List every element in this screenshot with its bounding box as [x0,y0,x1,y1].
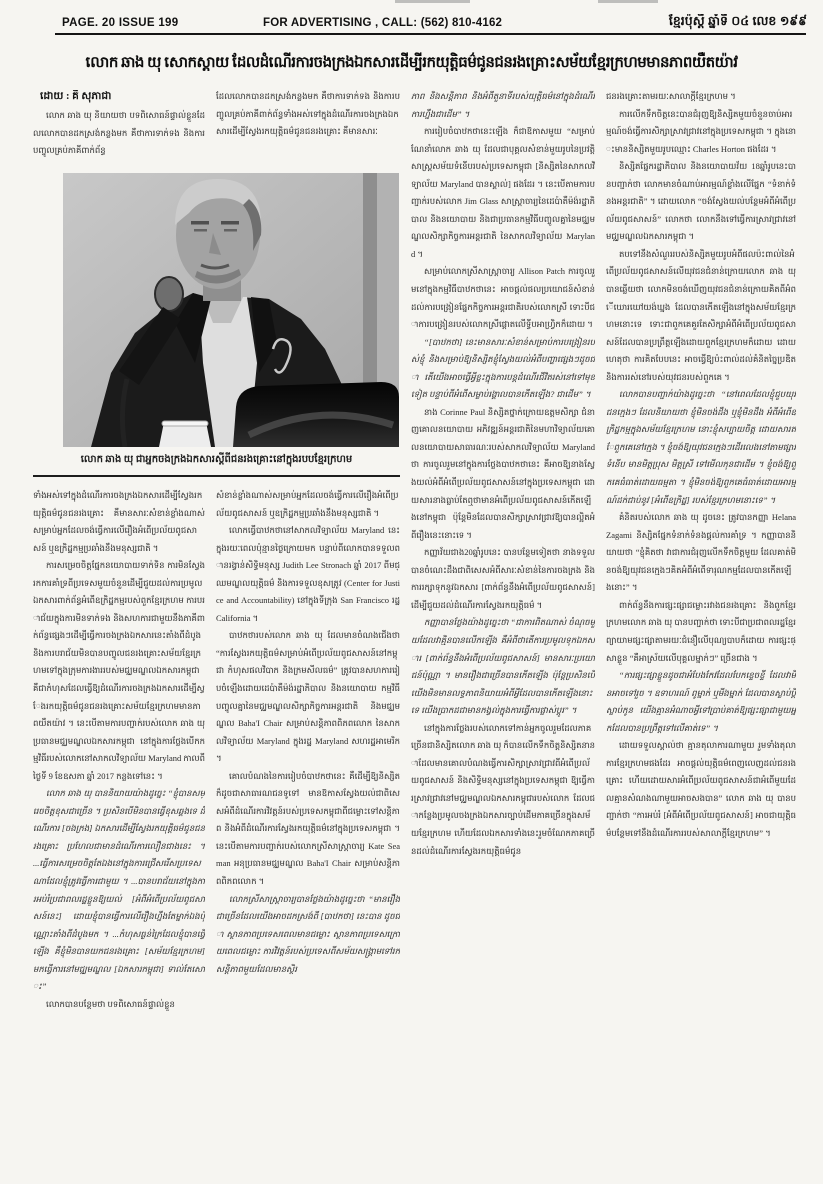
paragraph: ការរៀបចំបាឋកថានេះឡើង ក៏ជាឱកាសមួយ “សម្រាប់ណែនាំលោក ឆាង យុ ដែលជាបុគ្គលសំខាន់មួយរូបនៃប្រវត្តិសាស្ត្រសម័យទំនើបរបស់ប្រទេសកម្ពុជា [និស្សិតនៃសាកលវិទ្យាល័យ Maryland បានស្គាល់] ផងដែរ ។ នេះបើតាមការបញ្ជាក់របស់លោក Jim Glass សាស្ត្រាចារ្យនៃដេប៉ាតឺម៉ង់រដ្ឋាភិបាល និងនយោបាយ និងជាប្រធានកម្មវិធីបញ្ចូលគ្នានៃមជ្ឈមណ្ឌលសិក្សាកិច្ចការអន្តរជាតិ នៃសាកលវិទ្យាល័យ Maryland ។ [411,126,595,259]
paragraph: លោកបានបន្ថែមថា បទពិសោធន៍ផ្ទាល់ខ្លួន [46,998,175,1009]
scan-artifact [598,0,658,3]
paragraph: លោក ឆាង យុ បាននិយាយយ៉ាងដូច្នេះ “ខ្ញុំបានសម្រេចចិត្តខុសជាច្រើន ។ ប្រសិនបើមិនបានធ្វើខុសឆ្គងទេ ដំណើរការ [ចងក្រង] ឯកសារដើម្បីស្វែងរកយុត្តិធម៌ជូនជនរងគ្រោះ ប្រហែលជាមានដំណើរការលឿនជាងនេះ ។ ...ធ្វើការសម្រេចចិត្តតែឯងនៅក្នុងការជ្រើសរើសប្រទេសណាដែលខ្ញុំត្រូវធ្វើការជាមួយ ។ ...បានបរាជ័យនៅក្នុងការអប់រំប្រជាពលរដ្ឋខ្លួនឱ្យយល់ [អំពីអំពើប្រល័យពូជសាសន៍នេះ] ដោយខ្ញុំបានធ្វើការលើរឿងហ្នឹងតែម្នាក់ឯងប៉ុណ្ណោះតាំងពីដំបូងមក ។ ...កំហុសធ្ងន់ក្រៃដែលខ្ញុំបានធ្វើឡើង គឺខ្ញុំមិនបានយកជនរងគ្រោះ [សម័យខ្មែរក្រហម] មកធ្វើការនៅមជ្ឈមណ្ឌល [ឯកសារកម្ពុជា] ទាល់តែសោះ” [33,788,205,992]
paragraph: និស្សិតផ្នែករដ្ឋាភិបាល និងនយោបាយវ័យ 18ឆ្នាំរូបនេះបានបញ្ជាក់ថា លោកមានចំណាប់អារម្មណ៍ខ្លាំងលើផ្នែក “ទំនាក់ទំនងអន្តរជាតិ” ។ ដោយលោក “ចង់ស្វែងយល់បន្ថែមអំពីអំពើប្រល័យពូជសាសន៍” លោកថា លោកនឹងទៅធ្វើការស្រាវជ្រាវនៅមជ្ឈមណ្ឌលឯកសារកម្ពុជា ។ [606,161,796,242]
paragraph: កញ្ញាវ័យជាង20ឆ្នាំរូបនេះ បានបន្ថែមទៀតថា នាងទទួលបានចំណេះដឹងជាពិសេសអំពីសារៈសំខាន់នៃការចងក្រង និងការរក្សាទុកនូវឯកសារ [ពាក់ព័ន្ធនឹងអំពើប្រល័យពូជសាសន៍] ដើម្បីជួយដល់ដំណើរការស្វែងរកយុត្តិធម៌ ។ [411,547,595,610]
paragraph: ភាព និងសន្តិភាព និងអំពីតួនាទីរបស់យុត្តិធម៌នៅក្នុងដំណើរការហ្នឹងជាដើម” ។ [411,91,595,119]
advertising-line: FOR ADVERTISING , CALL: (562) 810-4162 [263,17,503,29]
byline: ដោយ : គី សុភាជា [40,91,112,102]
paragraph: “ការផ្សះផ្សាខ្លួនដូចជាអំបែងកែវដែលបែកខ្ទេចខ្ទី ដែលវាមិនអាចទៅរួច ។ ឧទាហរណ៍ ពូម្នាក់ ឬមីងម្នាក់ ដែលបានស្លាប់ប្តី ស្លាប់កូន យើងគ្មានអំណាចអ្វីទៅប្រាប់គាត់ឱ្យផ្សះផ្សាជាមួយអ្នកដែលបានប្រព្រឹត្តទៅលើគាត់ទេ” ។ [606,670,796,733]
paragraph: លោក ឆាង យុ និយាយថា បទពិសោធន៍ផ្ទាល់ខ្លួនដែលលោកបានដកស្រង់កន្លងមក គឺថាការទាក់ទង និងការបញ្ចូលគ្រប់ភាគីពាក់ព័ន្ធ [33,110,205,156]
paragraph: លោកស្រីសាស្ត្រាចារ្យបានថ្លែងយ៉ាងដូច្នេះថា “មានរឿងជាច្រើនដែលយើងអាចដកស្រង់ពី [បាឋកថា] នេះបាន ដូចជា ស្ថានភាពប្រទេសពេលមានជម្លោះ ស្ថានភាពប្រទេសក្រោយពេលជម្លោះ ការវិវត្តន៍របស់ប្រទេសពីសម័យសង្គ្រាមទៅរកសន្តិភាពមួយដែលមានស្ថិរ [216,893,400,974]
paragraph: សំខាន់ខ្លាំងណាស់សម្រាប់អ្នកដែលចង់ធ្វើការលើរឿងអំពើប្រល័យពូជសាសន៍ ឬឧក្រិដ្ឋកម្មប្រឆាំងនឹងមនុស្សជាតិ ។ [216,490,399,518]
paragraph: ទាំងអស់ទៅក្នុងដំណើរការចងក្រងឯកសារដើម្បីស្វែងរកយុត្តិធម៌ជូនជនរងគ្រោះ គឺមានសារៈសំខាន់ខ្លាំងណាស់សម្រាប់អ្នកដែលចង់ធ្វើការលើរឿងអំពើប្រល័យពូជសាសន៍ ឬឧក្រិដ្ឋកម្មប្រឆាំងនឹងមនុស្សជាតិ ។ [33,490,205,553]
eye-right [224,229,237,232]
column-2-lower [216,487,400,1157]
paragraph: ការលើកទឹកចិត្តនេះបានជំរុញឱ្យនិស្សិតមួយចំនួនចាប់អារម្មណ៍ចង់ធ្វើការសិក្សាស្រាវជ្រាវនៅក្នុងប្រទេសកម្ពុជា ។ ក្នុងនោះមាននិស្សិតមួយរូបឈ្មោះ Charles Horton ផងដែរ ។ [606,108,796,154]
masthead-khmer: ខ្មែរប៉ុស្ដិ៍ ឆ្នាំទី ០៤ លេខ ១៩៩ [668,14,807,28]
paragraph: ដោយទទួលស្គាល់ថា គ្មានតុលាការណាមួយ រួមទាំងតុលាការខ្មែរក្រហមផងដែរ អាចផ្តល់យុត្តិធម៌ពេញលេញដល់ជនរងគ្រោះ ហើយដោយសារអំពើប្រល័យពូជសាសន៍ជាអំពើមួយដែលគ្មានសំណងណាមួយអាចសងបាន” លោក ឆាង យុ បានបញ្ជាក់ថា “ការអប់រំ [អំពីអំពើប្រល័យពូជសាសន៍] អាចជាយុត្តិធម៌បន្ថែមទៅនឹងដំណើរការរបស់សាលាក្តីខ្មែរក្រហម” ។ [606,740,796,838]
photo-caption: លោក ឆាង យុ ជាអ្នកចងក្រងឯកសារស្ដីពីជនរងគ្រោះនៅក្នុងរបបខ្មែរក្រហម [80,454,353,465]
paragraph: ដែលលោកបានដកស្រង់កន្លងមក គឺថាការទាក់ទង និងការបញ្ចូលគ្រប់ភាគីពាក់ព័ន្ធទាំងអស់ទៅក្នុងដំណើរការចងក្រងឯកសារដើម្បីស្វែងរកយុត្តិធម៌ជូនជនរងគ្រោះ គឺមានសារៈ [216,91,400,137]
article-photo [63,173,399,447]
column-2-upper [216,88,400,171]
column-3 [411,88,595,1157]
header-rule [55,33,806,35]
paragraph: លោកធ្វើបាឋកថានៅសាកលវិទ្យាល័យ Maryland នេះក្នុងរយៈពេលប៉ុន្មានថ្ងៃក្រោយមក បន្ទាប់ពីលោកបានទទួលពានរង្វាន់សិទ្ធិមនុស្ស Judith Lee Stronach ឆ្នាំ 2017 ពីមជ្ឈមណ្ឌលយុត្តិធម៌ និងការទទួលខុសត្រូវ (Center for Justice and Accountability) នៅក្នុងទីក្រុង San Francisco រដ្ឋ California ។ [216,525,400,623]
column-1-lower [33,487,205,1157]
eye-left [194,229,207,232]
paragraph: នៅក្នុងការថ្លែងរបស់លោកទៅកាន់អ្នកចូលរួមដែលភាគច្រើនជានិស្សិតលោក ឆាង យុ ក៏បានលើកទឹកចិត្តនិស្សិតនានាដែលមានគោលបំណងធ្វើការសិក្សាស្រាវជ្រាវពីអំពើប្រល័យពូជសាសន៍ និងសិទ្ធិមនុស្សនៅក្នុងប្រទេសកម្ពុជា ឱ្យធ្វើការស្រាវជ្រាវនៅមជ្ឈមណ្ឌលឯកសារកម្ពុជារបស់លោក ដែលជាកន្លែងប្រមូលចងក្រងឯកសារច្បាប់ដើមភាគច្រើនក្នុងសម័យខ្មែរក្រហម ហើយដែលឯកសារទាំងនេះរួមចំណែកភាគច្រើនដល់ដំណើរការស្វែងរកយុត្តិធម៌ជូន [411,722,595,856]
paragraph: គំនិតរបស់លោក ឆាង យុ ដូចនេះ ត្រូវបានកញ្ញា Helana Zagami និស្សិតផ្នែកទំនាក់ទំនងផ្តល់ការគាំទ្រ ។ កញ្ញាបាននិយាយថា “ខ្ញុំគិតថា វាជាការជំរុញលើកទឹកចិត្តមួយ ដែលគាត់មិនចង់ឱ្យយុវជនក្មេងៗគិតអំពីអំពើទារុណកម្មដែលបានកើតឡើងនោះ” ។ [606,512,796,593]
eyebrow-left [191,221,209,225]
paragraph: តបទៅនឹងសំណួររបស់និស្សិតមួយរូបអំពីផលប៉ះពាល់នៃអំពើប្រល័យពូជសាសន៍លើយុវជនជំនាន់ក្រោយលោក ឆាង យុ បានឆ្លើយថា លោកមិនចង់ឃើញយុវជនជំនាន់ក្រោយគិតពីអំពើឃោរឃៅយង់ឃ្នង ដែលបានកើតឡើងនៅក្នុងសម័យខ្មែរក្រហមនោះទេ ទោះជាពួកគេគួរតែសិក្សាអំពីអំពើប្រល័យពូជសាសន៍ដែលបានប្រព្រឹត្តឡើងដោយពួកខ្មែរក្រហមក៏ដោយ ដោយហេតុថា ការគិតបែបនេះ អាចធ្វើឱ្យប៉ះពាល់ដល់គំនិតច្នៃប្រឌិត និងការរស់នៅរបស់យុវជនរបស់ពួកគេ ។ [606,248,796,382]
scan-artifact [395,0,470,3]
paragraph: កញ្ញាបានថ្លែងយ៉ាងដូច្នេះថា “ជាការពិតណាស់ ចំណុចមួយដែលវាគ្មិនបានលើកឡើង គឺអំពីថាតើការប្រមូលទុកឯកសារ [ពាក់ព័ន្ធនឹងអំពើប្រល័យពូជសាសន៍] មានសារៈប្រយោជន៍ប៉ុណ្ណា ។ មានរឿងជាច្រើនបានកើតឡើង ប៉ុន្តែប្រសិនបើយើងមិនមានលទ្ធភាពនិយាយអំពីអ្វីដែលបានកើតឡើងនោះទេ យើងប្រាកដជាមានកង្វល់ក្នុងការធ្វើការផ្លាស់ប្តូរ” ។ [411,617,595,716]
paragraph: ការសម្រេចចិត្តផ្នែកនយោបាយទាក់ទិន ការមិនស្វែងរកការគាំទ្រពីប្រទេសមួយចំនួនដើម្បីជួយដល់ការប្រមូលឯកសារពាក់ព័ន្ធអំពើឧក្រិដ្ឋកម្មរបស់ពួកខ្មែរក្រហម ការបរាជ័យក្នុងការមិនទាក់ទង និងសហការជាមួយនឹងភាគីពាក់ព័ន្ធផ្សេងៗដើម្បីធ្វើការចងក្រងឯកសារនេះតាំងពីដំបូង និងការបរាជ័យមិនបានបញ្ចូលជនរងគ្រោះសម័យខ្មែរក្រហមទៅក្នុងក្រុមការងាររបស់មជ្ឈមណ្ឌលឯកសារកម្ពុជា គឺជាកំហុសដែលធ្វើឱ្យដំណើរការចងក្រងឯកសារដើម្បីស្វែងរកយុត្តិធម៌ជូនជនរងគ្រោះសម័យខ្មែរក្រហមមានភាពយឺតយ៉ាវ ។ នេះបើតាមការបញ្ជាក់របស់លោក ឆាង យុ ប្រធានមជ្ឈមណ្ឌលឯកសារកម្ពុជា នៅក្នុងការថ្លែងបើកកម្មវិធីរបស់លោកនៅសាកលវិទ្យាល័យ Maryland កាលពីថ្ងៃទី 9 ខែឧសភា ឆ្នាំ 2017 កន្លងទៅនេះ ។ [33,560,205,781]
paragraph: ជនរងគ្រោះតាមរយៈសាលាក្តីខ្មែរក្រហម ។ [606,91,736,101]
column-1-upper [33,107,205,171]
caption-rule [33,475,400,477]
paragraph: នាង Corinne Paul និស្សិតថ្នាក់ក្រោយឧត្តមសិក្សា ជំនាញគោលនយោបាយ អភិវឌ្ឍន៍អន្តរជាតិនៃមហាវិទ្យាល័យគោលនយោបាយសាធារណៈរបស់សាកលវិទ្យាល័យ Maryland ថា ការចូលរួមនៅក្នុងការថ្លែងបាឋកថានេះ គឺអាចឱ្យនាងស្វែងយល់អំពីអំពើប្រល័យពូជសាសន៍នៅក្នុងប្រទេសកម្ពុជា ដោយសារនាងធ្លាប់តែឮថាមានអំពើប្រល័យពូជសាសន៍កើតឡើងនៅកម្ពុជា ប៉ុន្តែមិនដែលបានសិក្សាស្រាវជ្រាវឱ្យបានល្អិតអំពីរឿងនេះនោះទេ ។ [411,406,595,540]
cup-lid-rim [162,421,208,426]
paragraph: ពាក់ព័ន្ធនឹងការផ្សះផ្សាជម្លោះរវាងជនរងគ្រោះ និងពួកខ្មែរក្រហមលោក ឆាង យុ បានបញ្ជាក់ថា ទោះបីជាប្រជាពលរដ្ឋខ្មែរព្យាយាមផ្សះផ្សាតាមរយៈជំនឿលើបុណ្យបាបក៏ដោយ ការផ្សះផ្សាខ្លួន “គឺអាស្រ័យលើបុគ្គលម្នាក់ៗ” ច្រើនជាង ។ [606,599,796,663]
photo-wall-corner-shadow [363,173,377,413]
speaker-photo-illustration [63,173,399,447]
microphone-windscreen [155,277,183,311]
page-number-issue: PAGE. 20 ISSUE 199 [62,17,179,29]
paragraph: បាឋកថារបស់លោក ឆាង យុ ដែលមានចំណងជើងថា “ការស្វែងរកយុត្តិធម៌សម្រាប់អំពើប្រល័យពូជសាសន៍នៅកម្ពុជា កំហុសផលវិបាក និងក្រមសីលធម៌” ត្រូវបានសហការរៀបចំឡើងដោយដេប៉ាតឺម៉ង់រដ្ឋាភិបាល និងនយោបាយ កម្មវិធីបញ្ចូលគ្នានៃមជ្ឈមណ្ឌលសិក្សាកិច្ចការអន្តរជាតិ និងមជ្ឈមណ្ឌល Baha'I Chair សម្រាប់សន្តិភាពពិភពលោក នៃសាកលវិទ្យាល័យ Maryland ក្នុងរដ្ឋ Maryland សហរដ្ឋអាមេរិក ។ [216,630,400,764]
photo-wall-right-edge [377,173,399,413]
paragraph: “[បាឋកថា] នេះមានសារៈសំខាន់សម្រាប់ការបង្រៀនរបស់ខ្ញុំ និងសម្រាប់ឱ្យនិស្សិតខ្ញុំស្វែងយល់អំពីបញ្ហាផ្សេងៗដូចជា តើយើងអាចធ្វើអ្វីខ្លះក្នុងការបន្តដំណើរជីវិតរស់នៅទៅមុខទៀត បន្ទាប់ពីអំពើសម្លាប់រង្គាលបានកើតឡើង? ជាដើម” ។ [411,336,595,400]
paragraph: សម្រាប់លោកស្រីសាស្ត្រាចារ្យ Allison Patch ការចូលរួមនៅក្នុងកម្មវិធីបាឋកថានេះ អាចផ្តល់ផលប្រយោជន៍សំខាន់ដល់ការបង្រៀនផ្នែកកិច្ចការអន្តរជាតិរបស់លោកស្រី ទោះបីជាការបង្រៀនរបស់លោកស្រីផ្តោតលើទ្វីបអាហ្វ្រិកក៏ដោយ ។ [411,266,595,330]
paragraph: គោលបំណងនៃការរៀបចំបាឋកថានេះ គឺដើម្បីឱ្យនិស្សិត ក៏ដូចជាសាធារណជនទូទៅ មានឱកាសស្វែងយល់ជាពិសេសអំពីដំណើរការវិវត្តន៍របស់ប្រទេសកម្ពុជាពីជម្លោះទៅសន្តិភាព និងអំពីដំណើរការស្វែងរកយុត្តិធម៌នៅក្នុងប្រទេសកម្ពុជា ។ នេះបើតាមការបញ្ជាក់របស់លោកស្រីសាស្ត្រាចារ្យ Kate Seaman អនុប្រធានមជ្ឈមណ្ឌល Baha'I Chair សម្រាប់សន្តិភាពពិភពលោក ។ [216,770,400,887]
paragraph: លោកបានបញ្ជាក់យ៉ាងដូច្នេះថា “នៅពេលដែលខ្ញុំជួបយុវជនក្មេងៗ ដែលនិយាយថា ខ្ញុំមិនចង់ដឹង ឬខ្ញុំមិនដឹង អំពីអំពើឧក្រិដ្ឋកម្មក្នុងសម័យខ្មែរក្រហម នោះខ្ញុំសប្បាយចិត្ត ដោយសារតែពួកគេនៅក្មេង ។ ខ្ញុំចង់ឱ្យយុវជនក្មេងៗដើរលេងនៅតាមផ្សារទំនើប មានមិត្តប្រុស មិត្តស្រី ទៅមើលកុនជាដើម ។ ខ្ញុំចង់ឱ្យពួកគេធំធាត់ដោយធម្មតា ។ ខ្ញុំមិនចង់ឱ្យពួកគេធំធាត់ដោយអារម្មណ៍ដក់ជាប់នូវ [អំពើឧក្រិដ្ឋ] របស់ខ្មែរក្រហមនោះទេ” ។ [606,389,796,505]
article-headline: លោក ឆាង យុ សោកស្ដាយ ដែលដំណើរការចងក្រងឯកសារដើម្បីរកយុត្តិធម៌ជូនជនរងគ្រោះសម័យខ្មែរក្រហមមានភាពយឺតយ៉ាវ [85,55,738,71]
column-4 [606,88,796,1157]
eyebrow-right [221,221,239,225]
